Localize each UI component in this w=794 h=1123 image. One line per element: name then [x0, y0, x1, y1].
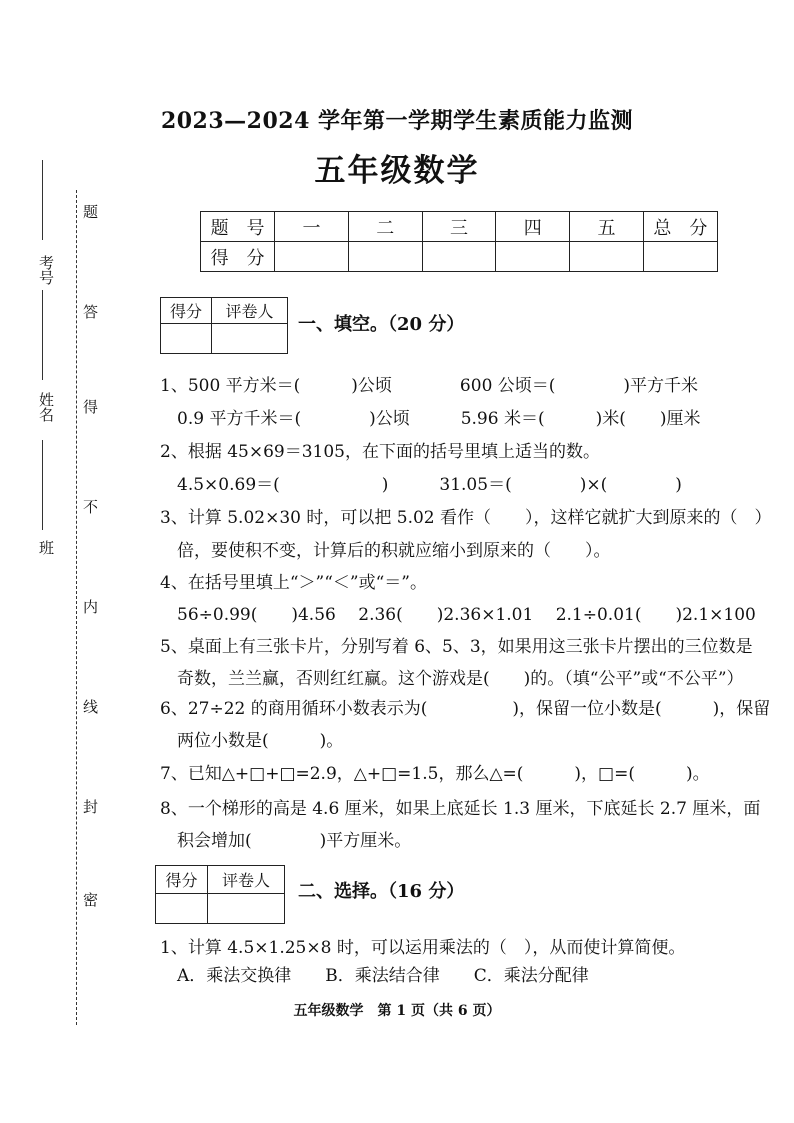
question-line: 7、已知△+□+□=2.9，△+□=1.5，那么△=( )，□=( )。	[160, 764, 710, 784]
seal-char-bu: 不	[83, 498, 99, 516]
score-header-cell: 二	[348, 212, 422, 242]
banji-underline	[42, 440, 43, 530]
grader-score-cell[interactable]	[161, 324, 212, 354]
grader-name-cell[interactable]	[212, 324, 288, 354]
seal-char-ti: 题	[83, 203, 99, 221]
score-cell[interactable]	[496, 242, 570, 272]
score-row-label: 得 分	[201, 242, 275, 272]
question-line: 5、桌面上有三张卡片，分别写着 6、5、3，如果用这三张卡片摆出的三位数是	[160, 637, 753, 657]
score-table	[200, 211, 718, 272]
xingming-label: 姓名	[37, 392, 55, 422]
question-line: 4、在括号里填上“＞”“＜”或“＝”。	[160, 573, 427, 593]
seal-char-de: 得	[83, 398, 99, 416]
question-line: 0.9 平方千米＝( )公顷 5.96 米＝( )米( )厘米	[160, 409, 701, 429]
question-line: 8、一个梯形的高是 4.6 厘米，如果上底延长 1.3 厘米，下底延长 2.7 厘米，面	[160, 799, 761, 819]
score-header-cell: 三	[422, 212, 496, 242]
score-cell[interactable]	[422, 242, 496, 272]
question-line: A．乘法交换律 B．乘法结合律 C．乘法分配律	[160, 966, 589, 986]
exam-title: 2023—2024 学年第一学期学生素质能力监测	[160, 108, 634, 134]
seal-char-da: 答	[83, 303, 99, 321]
question-line: 56÷0.99( )4.56 2.36( )2.36×1.01 2.1÷0.01( )2.1×100	[160, 605, 756, 625]
score-header-cell: 五	[570, 212, 644, 242]
question-line: 3、计算 5.02×30 时，可以把 5.02 看作（ ），这样它就扩大到原来的（ ）	[160, 508, 772, 528]
score-header-cell: 四	[496, 212, 570, 242]
seal-char-xian: 线	[83, 698, 99, 716]
question-line: 1、500 平方米＝( )公顷 600 公顷＝( )平方千米	[160, 376, 699, 396]
grader-score-label: 得分	[156, 866, 208, 894]
seal-char-feng: 封	[83, 798, 99, 816]
score-header-cell: 一	[275, 212, 349, 242]
question-line: 1、计算 4.5×1.25×8 时，可以运用乘法的（ ），从而使计算简便。	[160, 938, 686, 958]
score-cell[interactable]	[275, 242, 349, 272]
score-header-cell: 题 号	[201, 212, 275, 242]
question-line: 2、根据 45×69＝3105，在下面的括号里填上适当的数。	[160, 442, 600, 462]
question-line: 奇数，兰兰赢，否则红红赢。这个游戏是( )的。（填“公平”或“不公平”）	[160, 669, 744, 689]
binding-dashed-line	[76, 190, 77, 1025]
seal-char-nei: 内	[83, 598, 99, 616]
grader-score-label: 得分	[161, 298, 212, 324]
kaohao-label: 考号	[37, 255, 55, 285]
question-line: 倍，要使积不变，计算后的积就应缩小到原来的（ ）。	[160, 541, 611, 561]
grader-name-label: 评卷人	[212, 298, 288, 324]
xingming-underline	[42, 290, 43, 380]
page-footer: 五年级数学 第 1 页（共 6 页）	[293, 1003, 501, 1019]
grader-box-section2	[155, 865, 285, 924]
question-line: 积会增加( )平方厘米。	[160, 831, 412, 851]
grader-box-section1	[160, 297, 288, 354]
grader-name-label: 评卷人	[207, 866, 284, 894]
seal-char-mi: 密	[83, 891, 99, 909]
score-header-cell: 总 分	[643, 212, 717, 242]
grader-name-cell[interactable]	[207, 894, 284, 924]
section1-heading: 一、填空。（20 分）	[298, 314, 465, 335]
grader-score-cell[interactable]	[156, 894, 208, 924]
question-line: 两位小数是( )。	[160, 731, 344, 751]
banji-label: 班	[37, 540, 55, 555]
subject-title: 五年级数学	[314, 153, 480, 189]
question-line: 6、27÷22 的商用循环小数表示为( )，保留一位小数是( )，保留	[160, 699, 771, 719]
question-line: 4.5×0.69＝( ) 31.05＝( )×( )	[160, 475, 682, 495]
score-cell[interactable]	[348, 242, 422, 272]
section2-heading: 二、选择。（16 分）	[298, 881, 465, 902]
score-cell[interactable]	[570, 242, 644, 272]
score-cell[interactable]	[643, 242, 717, 272]
